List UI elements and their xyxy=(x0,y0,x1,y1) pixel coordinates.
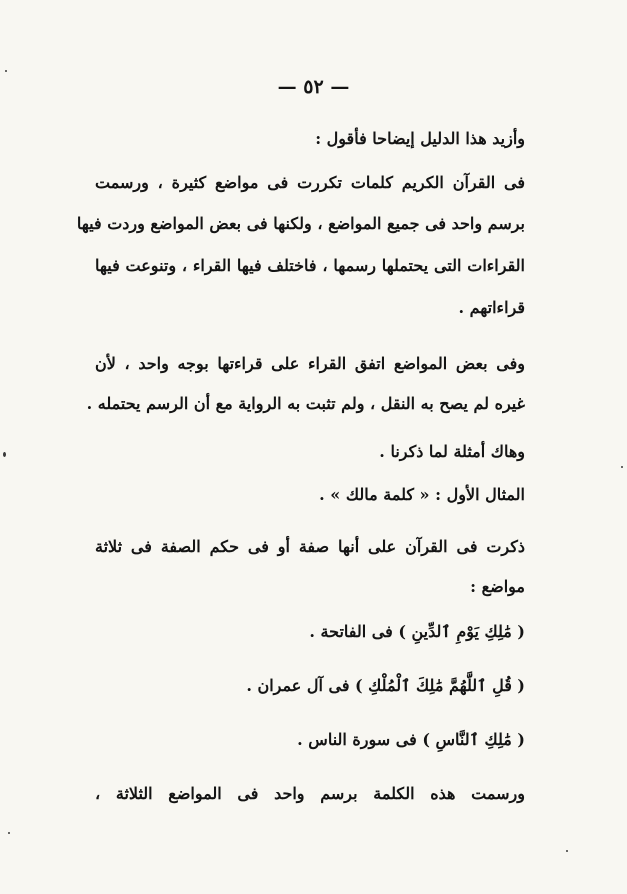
page-number: — ٥٢ — xyxy=(277,76,350,98)
paragraph-line: وهاك أمثلة لما ذكرنا . xyxy=(379,442,525,461)
quran-citation: ( مَٰلِكِ ٱلنَّاسِ ) فى سورة الناس . xyxy=(297,730,525,749)
scan-speck xyxy=(566,850,568,852)
paragraph-line: وأزيد هذا الدليل إيضاحا فأقول : xyxy=(315,129,525,148)
paragraph-line: ذكرت فى القرآن على أنها صفة أو فى حكم الصفة فى ثلاثة xyxy=(95,537,525,556)
paragraph-line: قراءاتهم . xyxy=(458,298,525,317)
scan-speck xyxy=(8,832,10,834)
example-heading: المثال الأول : « كلمة مالك » . xyxy=(319,485,525,504)
scan-speck xyxy=(3,452,6,457)
quran-citation: ( مَٰلِكِ يَوْمِ ٱلدِّينِ ) فى الفاتحة . xyxy=(309,622,525,641)
paragraph-line: القراءات التى يحتملها رسمها ، فاختلف فيها القراء ، وتنوعت فيها xyxy=(95,256,525,275)
scan-speck xyxy=(621,466,623,468)
scan-speck xyxy=(5,70,7,72)
paragraph-line: فى القرآن الكريم كلمات تكررت فى مواضع كثيرة ، ورسمت xyxy=(95,173,525,192)
paragraph-line: غيره لم يصح به النقل ، ولم تثبت به الرواية مع أن الرسم يحتمله . xyxy=(86,394,525,413)
paragraph-line: مواضع : xyxy=(470,577,525,596)
paragraph-line: ورسمت هذه الكلمة برسم واحد فى المواضع الثلاثة ، xyxy=(95,784,525,803)
quran-citation: ( قُلِ ٱللَّهُمَّ مَٰلِكَ ٱلْمُلْكِ ) فى آل عمران . xyxy=(246,676,525,695)
paragraph-line: وفى بعض المواضع اتفق القراء على قراءتها بوجه واحد ، لأن xyxy=(95,354,525,373)
paragraph-line: برسم واحد فى جميع المواضع ، ولكنها فى بعض المواضع وردت فيها xyxy=(76,214,525,233)
